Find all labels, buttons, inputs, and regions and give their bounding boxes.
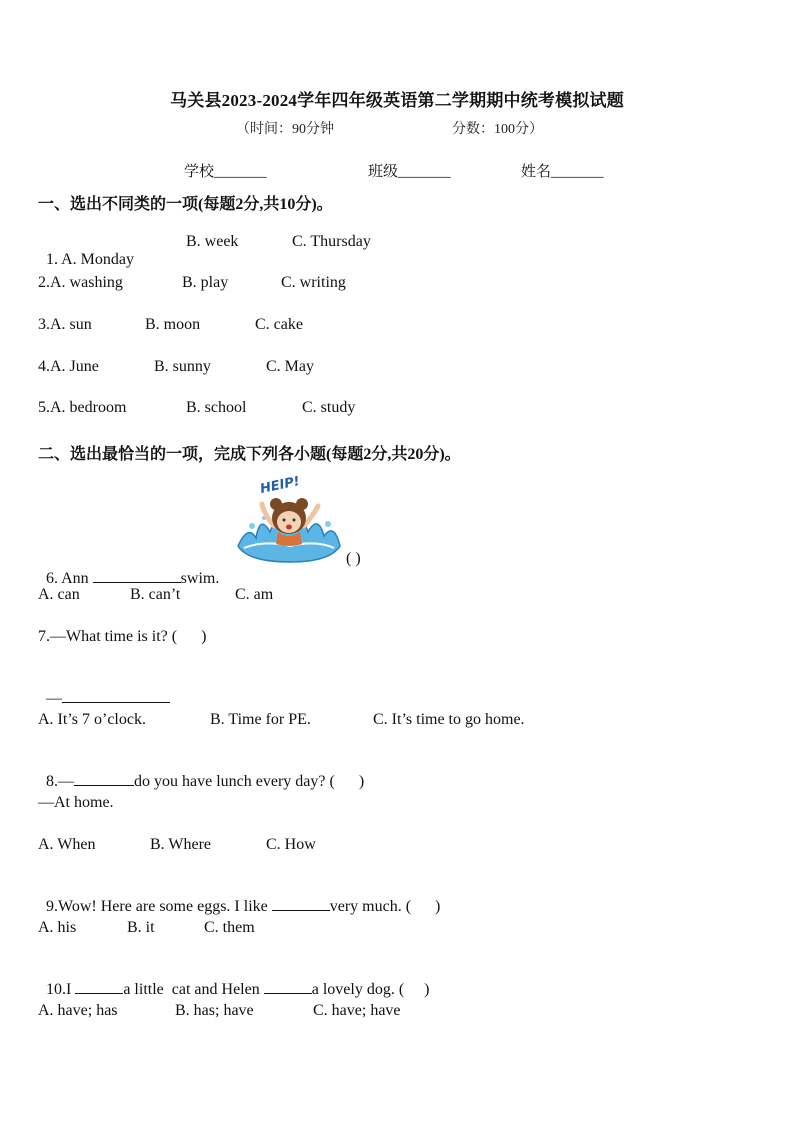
question-8 [38,753,364,791]
question-8-post: do you have lunch every day? ( ) [134,773,365,790]
answer-blank-1[interactable] [75,979,123,994]
option-c: C. them [204,919,255,936]
option-a: 1. A. Monday [46,251,134,268]
question-7-reply [38,670,170,708]
option-c: C. May [266,358,314,375]
question-10-mid: a little cat and Helen [123,981,264,998]
school-field: 学校_______ [184,164,267,180]
class-field: 班级_______ [368,164,451,180]
exam-score: 分数：100分） [452,122,543,137]
question-2: 2.A. washing [38,274,123,291]
question-6 [38,550,219,588]
question-9-pre: 9.Wow! Here are some eggs. I like [46,898,272,915]
question-10 [38,961,429,999]
help-swimming-girl-illustration [234,474,344,566]
question-4: 4.A. June [38,358,99,375]
option-c: C. have; have [313,1002,401,1019]
option-b: B. week [186,233,239,250]
dash: — [46,690,62,707]
option-b: B. moon [145,316,201,333]
option-a: A. It’s 7 o’clock. [38,711,146,728]
help-text: HEIP! [258,473,302,498]
question-9 [38,878,440,916]
question-10-pre: 10.I [46,981,76,998]
answer-blank[interactable] [272,896,330,911]
answer-blank[interactable] [93,568,181,583]
name-field: 姓名_______ [521,164,604,180]
option-a: A. When [38,836,96,853]
answer-paren: ( ) [346,550,361,567]
exam-title: 马关县2023-2024学年四年级英语第二学期期中统考模拟试题 [170,91,624,110]
question-3: 3.A. sun [38,316,92,333]
option-b: B. Where [150,836,212,853]
question-10-post: a lovely dog. ( ) [311,981,430,998]
option-c: C. am [235,586,274,603]
option-b: B. it [127,919,155,936]
option-c: C. How [266,836,316,853]
question-6-pre: 6. Ann [46,570,93,587]
answer-blank[interactable] [74,771,134,786]
question-8-pre: 8.— [46,773,74,790]
section-2-heading: 二、选出最恰当的一项，完成下列各小题(每题2分,共20分)。 [38,446,461,463]
exam-time: （时间：90分钟 [236,122,334,137]
option-b: B. school [186,399,247,416]
option-b: B. sunny [154,358,211,375]
question-8-reply: —At home. [38,794,114,811]
option-a: A. have; has [38,1002,118,1019]
option-a: A. his [38,919,77,936]
option-c: C. writing [281,274,346,291]
question-9-post: very much. ( ) [329,898,441,915]
option-a: A. can [38,586,80,603]
option-c: C. Thursday [292,233,371,250]
section-1-heading: 一、选出不同类的一项(每题2分,共10分)。 [38,196,333,213]
question-7: 7.—What time is it? ( ) [38,628,207,645]
option-c: C. cake [255,316,303,333]
answer-blank[interactable] [62,688,170,703]
option-b: B. can’t [130,586,181,603]
answer-blank-2[interactable] [264,979,312,994]
option-b: B. Time for PE. [210,711,311,728]
option-b: B. play [182,274,229,291]
question-6-post: swim. [180,570,220,587]
option-c: C. study [302,399,356,416]
option-b: B. has; have [175,1002,254,1019]
question-1 [38,233,134,269]
question-5: 5.A. bedroom [38,399,127,416]
option-c: C. It’s time to go home. [373,711,525,728]
